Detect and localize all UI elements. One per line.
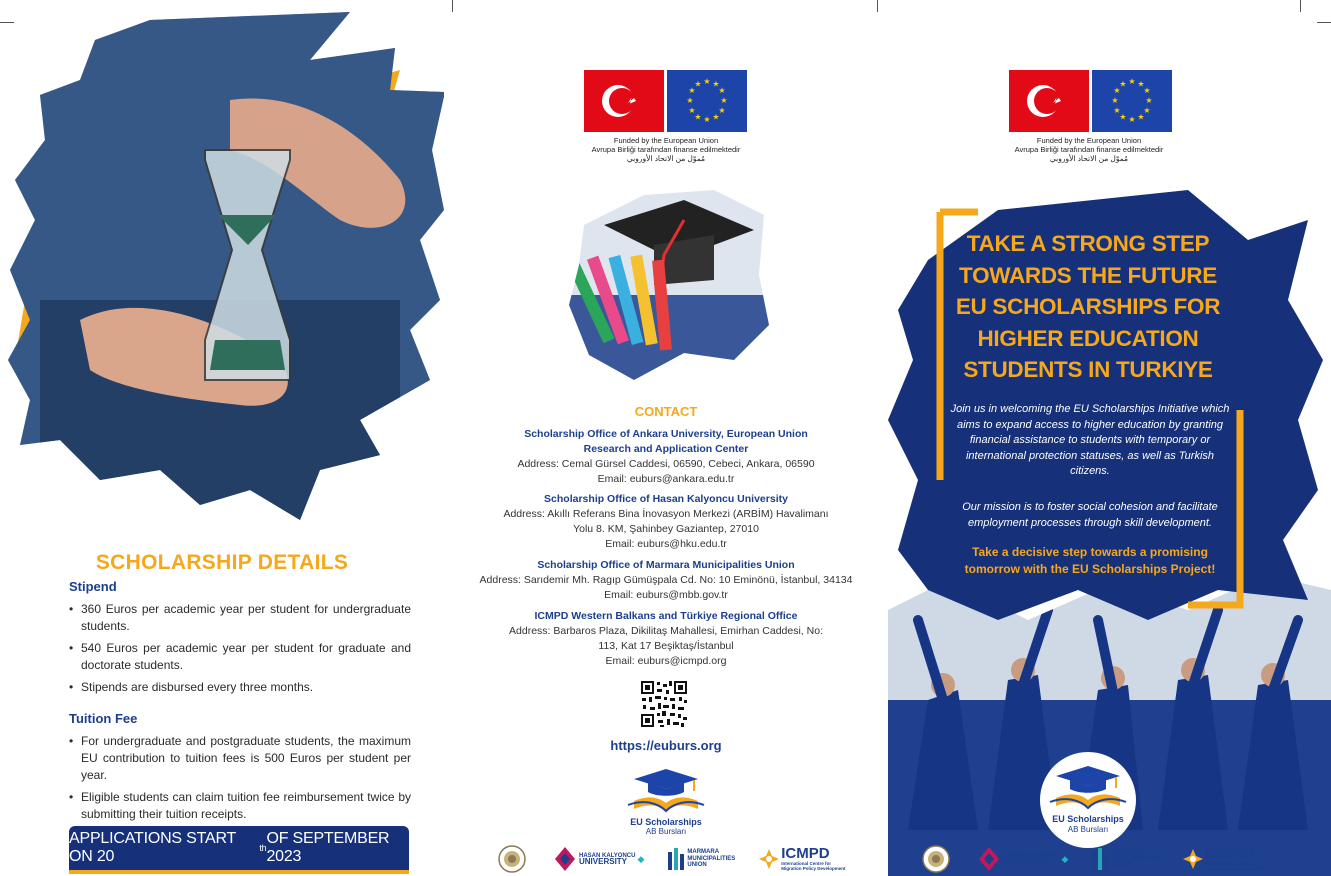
svg-text:★: ★ (1137, 112, 1145, 122)
funding-line: Avrupa Birliği tarafından finanse edilmektedir (1014, 145, 1164, 154)
hku-line1: HASAN KALYONCU (1003, 852, 1060, 859)
svg-text:★: ★ (712, 79, 720, 89)
eu-logo-name-tr: AB Bursları (645, 827, 687, 835)
svg-text:★: ★ (694, 112, 702, 122)
list-item: • 360 Euros per academic year per student for undergraduate students. (69, 601, 411, 635)
icmpd-name: ICMPD (781, 845, 830, 862)
icmpd-sub2: Migration Policy Development (781, 866, 846, 871)
mmu-line1: MARMARA (1111, 849, 1144, 856)
eu-logo-name-tr: AB Bursları (1067, 825, 1109, 834)
mmu-bars-icon (1092, 848, 1108, 870)
hku-logo (554, 846, 644, 872)
svg-text:★: ★ (1113, 86, 1121, 95)
cover-panel (888, 0, 1331, 876)
tuition-title: Tuition Fee (69, 711, 138, 726)
headline-line: HIGHER EDUCATION (977, 325, 1199, 351)
svg-text:★: ★ (1143, 106, 1151, 115)
svg-text:★: ★ (718, 86, 726, 95)
mmu-line3: UNION (1111, 862, 1131, 869)
svg-text:★: ★ (703, 77, 711, 86)
eu-logo-name: EU Scholarships (1052, 814, 1124, 824)
funding-line: مُموّل من الاتحاد الأوروبي (626, 154, 706, 163)
contact-panel (444, 0, 888, 876)
icmpd-logo (1183, 847, 1269, 871)
headline-line: TAKE A STRONG STEP (966, 231, 1210, 256)
headline-line: TOWARDS THE FUTURE (959, 262, 1217, 288)
svg-text:★: ★ (718, 106, 726, 115)
ankara-university-seal-icon (918, 845, 954, 873)
svg-text:★: ★ (688, 106, 696, 115)
details-title: SCHOLARSHIP DETAILS (95, 551, 349, 574)
funding-line: مُموّل من الاتحاد الأوروبي (1049, 154, 1129, 163)
graduation-cap-photo (564, 185, 774, 385)
open-book-icon (634, 797, 698, 811)
tuition-list (69, 733, 411, 828)
mmu-line3: UNION (687, 862, 707, 869)
graduation-cap-icon (1056, 766, 1120, 786)
eu-flag-icon (1092, 70, 1172, 132)
icmpd-sub2: Migration Policy Development (1205, 866, 1270, 871)
contact-block (444, 427, 888, 487)
funding-line: Avrupa Birliği tarafından finanse edilmektedir (591, 145, 741, 154)
contact-block (444, 609, 888, 669)
svg-text:★: ★ (686, 96, 694, 105)
funding-line: Funded by the European Union (1036, 136, 1142, 145)
hku-logo (978, 846, 1068, 872)
svg-text:★: ★ (1128, 115, 1136, 124)
apply-sup: th (259, 843, 267, 853)
stipend-list (69, 601, 411, 701)
icmpd-logo (759, 847, 845, 871)
headline (933, 228, 1243, 386)
svg-text:★: ★ (703, 115, 711, 124)
diamond-icon: ◆ (1061, 853, 1069, 864)
eu-scholarships-logo (1046, 762, 1130, 840)
hku-line1: HASAN KALYONCU (579, 852, 636, 859)
list-item: • Eligible students can claim tuition fee reimbursement twice by submitting their tuition receipts. (69, 789, 411, 823)
contact-email[interactable]: Email: euburs@hku.edu.tr (605, 538, 727, 550)
stipend-title: Stipend (69, 579, 117, 594)
svg-text:★: ★ (1143, 86, 1151, 95)
svg-text:★: ★ (1111, 96, 1119, 105)
contact-email[interactable]: Email: euburs@icmpd.org (605, 655, 727, 667)
mmu-line2: MUNICIPALITIES (687, 855, 736, 862)
icmpd-sub1: International Centre for (781, 861, 832, 866)
eu-scholarships-logo (624, 765, 708, 835)
contact-office: Scholarship Office of Marmara Municipalities Union (537, 559, 795, 571)
mmu-line2: MUNICIPALITIES (1111, 855, 1160, 862)
mission-text: Our mission is to foster social cohesion and facilitate employment processes through skill development. (962, 501, 1218, 529)
eu-logo-badge (1040, 752, 1136, 848)
flags (1009, 70, 1172, 132)
intro-text: Join us in welcoming the EU Scholarships Initiative which aims to expand access to higher education by granting financial assistance to students with temporary or international protection statuses, as well as Turkish citizens. (950, 403, 1230, 477)
contact-office: Scholarship Office of Hasan Kalyoncu University (544, 493, 788, 505)
call-to-action-text: Take a decisive step towards a promising tomorrow with the EU Scholarships Project! (964, 545, 1216, 576)
website-link[interactable]: https://euburs.org (610, 738, 722, 753)
apply-suffix: OF SEPTEMBER 2023 (266, 830, 390, 865)
contact-address: Address: Barbaros Plaza, Dikilitaş Mahallesi, Emirhan Caddesi, No: 113, Kat 17 Beşiktaş/İstanbul (509, 625, 823, 652)
headline-line: STUDENTS IN TURKIYE (963, 357, 1213, 382)
svg-text:★: ★ (1137, 79, 1145, 89)
svg-text:★: ★ (1119, 112, 1127, 122)
funding-line: Funded by the European Union (613, 136, 719, 145)
eu-logo-name: EU Scholarships (630, 817, 702, 827)
hourglass-sand (210, 340, 285, 370)
mmu-logo (668, 848, 735, 870)
partner-logos (494, 845, 846, 873)
applications-banner (69, 826, 409, 874)
svg-text:★: ★ (720, 96, 728, 105)
svg-text:★: ★ (712, 112, 720, 122)
svg-text:★: ★ (1119, 79, 1127, 89)
hku-line2: UNIVERSITY (1003, 857, 1052, 866)
svg-text:★: ★ (1128, 77, 1136, 86)
turkey-flag-icon (1009, 70, 1089, 132)
turkey-flag-icon (584, 70, 664, 132)
ankara-university-seal-icon (494, 845, 530, 873)
partner-logos (918, 845, 1270, 873)
mmu-logo (1092, 848, 1159, 870)
hourglass-photo (0, 0, 444, 530)
icmpd-star-icon (1183, 849, 1203, 869)
hku-line2: UNIVERSITY (579, 857, 628, 866)
svg-text:★: ★ (688, 86, 696, 95)
open-book-icon (1056, 794, 1120, 808)
apply-prefix: APPLICATIONS START ON 20 (69, 830, 236, 865)
contact-email[interactable]: Email: euburs@mbb.gov.tr (604, 589, 728, 601)
flags (584, 70, 747, 132)
icmpd-name: ICMPD (1205, 845, 1254, 862)
funding-note (516, 136, 816, 163)
svg-text:★: ★ (1145, 96, 1153, 105)
contact-title: CONTACT (634, 404, 698, 419)
contact-office: Scholarship Office of Ankara University, European Union Research and Application Center (524, 428, 808, 455)
contact-address: Address: Cemal Gürsel Caddesi, 06590, Cebeci, Ankara, 06590 (517, 458, 815, 470)
details-panel (0, 0, 444, 876)
svg-text:★: ★ (694, 79, 702, 89)
contact-email[interactable]: Email: euburs@ankara.edu.tr (597, 473, 735, 485)
contact-block (444, 558, 888, 603)
contact-address: Address: Sarıdemir Mh. Ragıp Gümüşpala Cd. No: 10 Eminönü, İstanbul, 34134 (479, 574, 853, 586)
hku-diamond-icon (978, 846, 1000, 872)
icmpd-star-icon (759, 849, 779, 869)
list-item: • For undergraduate and postgraduate students, the maximum EU contribution to tuition fees is 500 Euros per student per year. (69, 733, 411, 784)
list-item: • 540 Euros per academic year per student for graduate and doctorate students. (69, 640, 411, 674)
funding-note (939, 136, 1239, 163)
contact-office: ICMPD Western Balkans and Türkiye Regional Office (534, 610, 798, 622)
qr-code-icon[interactable] (640, 680, 688, 728)
contact-block (444, 492, 888, 552)
mmu-bars-icon (668, 848, 684, 870)
list-item: • Stipends are disbursed every three months. (69, 679, 411, 696)
graduation-cap-icon (634, 769, 698, 789)
svg-text:★: ★ (1113, 106, 1121, 115)
mmu-line1: MARMARA (687, 849, 720, 856)
contact-address: Address: Akıllı Referans Bina İnovasyon Merkezi (ARBİM) Havalimanı Yolu 8. KM, Şahinbey Gaziantep, 27010 (503, 508, 829, 535)
headline-line: EU SCHOLARSHIPS FOR (955, 294, 1221, 319)
hku-diamond-icon (554, 846, 576, 872)
icmpd-sub1: International Centre for (1205, 861, 1256, 866)
eu-flag-icon (667, 70, 747, 132)
diamond-icon: ◆ (637, 853, 645, 864)
